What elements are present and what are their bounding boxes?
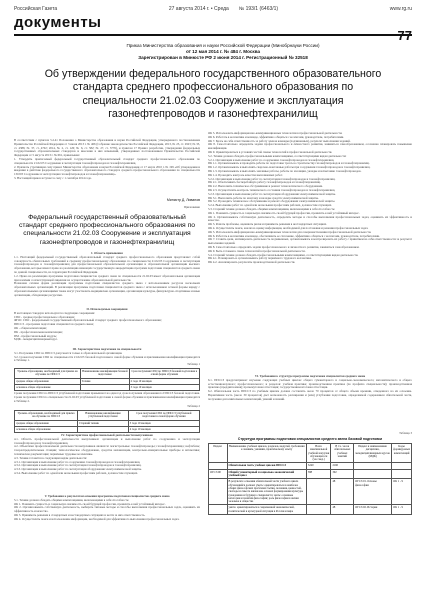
header-rule [14, 34, 412, 36]
table-header-row [15, 411, 200, 421]
table-row [209, 505, 412, 515]
order-line-3: Зарегистрирован в Минюсте РФ 2 июня 2014 г. Регистрационный № 32518 [138, 55, 308, 60]
preamble-paragraphs: В соответствии с пунктом 5.2.41 Положения о Министерстве образования и науки Российской Федерации, утвержденного постановлением Правительства Российской Федерации от 3 июня 2013 г. № 466 (Собрание законодательства Российской Федерации, 2013, № 23, ст. 2923; № 33, ст. 4386; № 37, ст. 4702; 2014, № 2, ст. 126; № 6, ст. 582; № 27, ст. 3776), и пунктом 17 Правил разработки, утверждения федеральных государственных образовательных стандартов и внесения в них изменений, утвержденных постановлением Правительства Российской Федерации от 5 августа 2013 г. № 661, приказываю: 1. Утвердить прилагаемый федеральный государственный образовательный стандарт среднего профессионального образования по специальности 21.02.03 Сооружение и эксплуатация газонефтепроводов и газонефтехранилищ. 2. Признать утратившим силу приказ Министерства образования и науки Российской Федерации от 17 марта 2010 г. № 199 «Об утверждении и введении в действие федерального государственного образовательного стандарта среднего профессионального образования по специальности 131003 Сооружение и эксплуатация газонефтепроводов и газонефтехранилищ». 3. Настоящий приказ вступает в силу с 1 сентября 2014 года. [14, 138, 200, 180]
section-3-heading: III. Характеристика подготовки по специальности [72, 347, 142, 351]
table-header-cell: Наименование квалификации углубленной подготовки [78, 411, 129, 421]
table-cell: ОГСЭ.02. История [354, 505, 392, 515]
table-row [209, 479, 412, 505]
section-4-block [14, 434, 200, 492]
table-cell: 3 года 10 месяцев [128, 420, 199, 426]
table-row [209, 469, 412, 479]
table-cell: среднее общее образование [15, 378, 81, 384]
table-2-label: Таблица 2 [187, 404, 200, 408]
table-header-row [15, 369, 200, 379]
minister-signature: Министр Д. Ливанов [166, 198, 200, 202]
table-1 [14, 368, 200, 391]
section-5-block [14, 495, 200, 593]
section-4-text: 4.1. Область профессиональной деятельности выпускников: организация и выполнение работ по сооружению и эксплуатации газонефтепроводов и газонефтехранилищ. 4.2. Объектами профессиональной деятельности выпускников являются: магистральные газонефтепроводы; газонефтехранилища; нефтебазы; газораспределительные станции; технологическое оборудование, средства механизации, контрольно-измерительные приборы и автоматика; техническая документация; первичные трудовые коллективы. 4.3. Техник готовится к следующим видам деятельности: 4.3.1. Организация и выполнение работ по сооружению газонефтепроводов и газонефтехранилищ. 4.3.2. Организация и выполнение работ по эксплуатации газонефтепроводов и газонефтехранилищ. 4.3.3. Организация и выполнение работ по эксплуатации оборудования электрохимической защиты. 4.3.4. Выполнение работ по одной или нескольким профессиям рабочих, должностям служащих. [14, 436, 200, 475]
table-cell: Общий гуманитарный и социально-экономический учебный цикл [227, 469, 306, 479]
competencies-text: ОК 5. Использовать информационно-коммуникационные технологии в профессиональной деятельности. ОК 6. Работать в коллективе и команде, эффективно общаться с коллегами, руководством, потребителями. ОК 7. Брать на себя ответственность за работу членов команды (подчиненных), результат выполнения заданий. ОК 8. Самостоятельно определять задачи профессионального и личностного развития, заниматься самообразованием, осознанно планировать повышение квалификации. ОК 9. Ориентироваться в условиях частой смены технологий в профессиональной деятельности. 5.2. Техник должен обладать профессиональными компетенциями, соответствующими видам деятельности: 5.2.1. Организация и выполнение работ по сооружению газонефтепроводов и газонефтехранилищ. ПК 1.1. Организовывать и проводить работы по подготовке трассы к строительству газонефтепроводов и газонефтехранилищ. ПК 1.2. Организовывать и выполнять сварочно-монтажные работы при сооружении газонефтепроводов и газонефтехранилищ. ПК 1.3. Организовывать и выполнять земляные работы, работы по изоляции, укладке и испытанию газонефтепроводов. ПК 1.4. Проводить контроль качества выполняемых работ. 5.2.2. Организация и выполнение работ по эксплуатации газонефтепроводов и газонефтехранилищ. ПК 2.1. Обеспечивать бесперебойную работу газонефтепроводов и газонефтехранилищ. ПК 2.2. Выполнять техническое обслуживание и ремонт технологического оборудования. ПК 2.3. Осуществлять контроль технического состояния газонефтепроводов и газонефтехранилищ. 5.2.3. Организация и выполнение работ по эксплуатации оборудования электрохимической защиты. ПК 3.1. Выполнять работы по монтажу и наладке средств электрохимической защиты. ПК 3.2. Проводить техническое обслуживание и ремонт оборудования электрохимической защиты. 5.2.4. Выполнение работ по одной или нескольким профессиям рабочих, должностям служащих. 5.3. Старший техник должен обладать общими компетенциями, включающими в себя способность: ОК 1. Понимать сущность и социальную значимость своей будущей профессии, проявлять к ней устойчивый интерес. ОК 2. Организовывать собственную деятельность, определять методы и способы выполнения профессиональных задач, оценивать их эффективность и качество. ОК 3. Решать проблемы, оценивать риски и принимать решения в нестандартных ситуациях. ОК 4. Осуществлять поиск, анализ и оценку информации, необходимой для постановки и решения профессиональных задач. ОК 5. Использовать информационно-коммуникационные технологии для совершенствования профессиональной деятельности. ОК 6. Работать в коллективе и команде, обеспечивать ее сплочение, эффективно общаться с коллегами, руководством, потребителями. ОК 7. Ставить цели, мотивировать деятельность подчиненных, организовывать и контролировать их работу с принятием на себя ответственности за результат выполнения заданий. ОК 8. Самостоятельно определять задачи профессионального и личностного развития, заниматься самообразованием. ОК 9. Быть готовым к смене технологий в профессиональной деятельности. 5.4. Старший техник должен обладать профессиональными компетенциями, соответствующими видам деятельности. ПК 4.1. Планировать и организовывать работу первичного трудового коллектива. ПК 4.2. Анализировать результаты производственной деятельности. [208, 131, 412, 265]
table-cell [209, 479, 228, 505]
table-header-cell: Срок получения СПО по ППССЗ углубленной подготовки в очной форме обучения [128, 411, 199, 421]
table-cell: 392 [331, 469, 354, 479]
section-3-block [14, 348, 200, 362]
table-cell: основное общее образование [15, 426, 78, 432]
order-line-1: Приказ Министерства образования и науки Российской Федерации (Минобрнауки России) [126, 43, 320, 48]
table-cell: ОГСЭ.01. Основы философии [354, 479, 392, 505]
table-row [15, 426, 200, 432]
table-cell: 3240 [306, 463, 331, 469]
section-5-text: 5.1. Техник должен обладать общими компетенциями, включающими в себя способность: ОК 1. Понимать сущность и социальную значимость своей будущей профессии, проявлять к ней устойчивый интерес. ОК 2. Организовывать собственную деятельность, выбирать типовые методы и способы выполнения профессиональных задач, оценивать их эффективность и качество. ОК 3. Принимать решения в стандартных и нестандартных ситуациях и нести за них ответственность. ОК 4. Осуществлять поиск и использование информации, необходимой для эффективного выполнения профессиональных задач. [14, 497, 200, 521]
table-cell: Техник [80, 378, 129, 384]
right-column-text [208, 132, 412, 372]
table-cell: среднее общее образование [15, 420, 78, 426]
table-header-cell: Срок получения СПО по ППССЗ базовой подготовки в очной форме обучения [129, 369, 199, 379]
table-header-cell: Наименование учебных циклов, разделов, модулей, требования к знаниям, умениям, практическому опыту [227, 444, 306, 463]
table-1-label: Таблица 1 [187, 362, 200, 366]
table-cell: уметь: ориентироваться в современной экономической, политической и культурной ситуации в России и мире [227, 505, 306, 515]
table-3-wrapper [208, 443, 412, 593]
issue-date: 27 августа 2014 г. • Среда [168, 6, 229, 12]
table-row [15, 384, 200, 390]
preamble-text [14, 139, 200, 195]
appendix-label: Приложение [183, 205, 200, 209]
table-cell: 48 [331, 479, 354, 505]
order-header [80, 43, 366, 61]
table-cell: ОГСЭ.00 [209, 469, 228, 479]
newspaper-name: Российская Газета [14, 6, 58, 12]
table-header-cell: Индекс и наименование дисциплин, междисциплинарных курсов (МДК) [354, 444, 392, 463]
table-cell [354, 469, 392, 479]
table-cell: 588 [306, 469, 331, 479]
table-cell: 3 года 10 месяцев [129, 384, 199, 390]
table-header-cell: Всего максимальной учебной нагрузки обучающегося (час./нед.) [308, 445, 330, 462]
table-cell: Обязательная часть учебных циклов ППССЗ [227, 463, 306, 469]
table-2 [14, 410, 200, 433]
table-cell [306, 505, 331, 515]
table-header-cell: Уровень образования, необходимый для приема на обучение по ППССЗ [15, 411, 78, 421]
table-cell [209, 505, 228, 515]
table-3-title: Структура программы подготовки специалистов среднего звена базовой подготовки [237, 437, 383, 441]
section-title: документы [14, 14, 102, 31]
order-line-2: от 12 мая 2014 г. № 484 г. Москва [185, 49, 261, 54]
site-url: www.rg.ru [389, 6, 412, 12]
section-2-heading: II. Используемые сокращения [86, 307, 128, 311]
section-6-text: 6.1. ППССЗ предусматривает изучение следующих учебных циклов: общего гуманитарного и социально-экономического; математического и общего естественнонаучного; профессионального; и разделов: учебная практика; производственная практика (по профилю специальности); производственная практика (преддипломная); промежуточная аттестация; государственная итоговая аттестация. 6.2. Обязательная часть ППССЗ по учебным циклам должна составлять около 70 процентов от общего объема времени, отведенного на их освоение. Вариативная часть (около 30 процентов) дает возможность расширения и (или) углубления подготовки, определяемой содержанием обязательной части, получения дополнительных компетенций, умений и знаний. [208, 377, 412, 401]
table-cell: основное общее образование [15, 384, 81, 390]
section-6-heading: VI. Требования к структуре программы подготовки специалистов среднего звена [254, 374, 366, 378]
page-header [14, 5, 412, 13]
section-2-text: В настоящем стандарте используются следующие сокращения: СПО - среднее профессиональное образование; ФГОС СПО - федеральный государственный образовательный стандарт среднего профессионального образования; ППССЗ - программа подготовки специалистов среднего звена; ОК - общая компетенция; ПК - профессиональная компетенция; ПМ - профессиональный модуль; МДК - междисциплинарный курс. [14, 310, 162, 342]
table-3-label: Таблица 3 [399, 431, 412, 435]
table-3 [208, 443, 412, 515]
table-cell: 2160 [331, 463, 354, 469]
issue-number: № 193/1 (6463/1) [238, 6, 279, 12]
table-cell: ОК 1 - 9 [392, 479, 412, 505]
section-6-block [208, 375, 412, 431]
section-1-heading: I. Область применения [91, 251, 123, 255]
table-header-cell: Уровень образования, необходимый для приема на обучение по ППССЗ [15, 369, 81, 379]
table-cell: Старший техник [78, 420, 129, 426]
section-2-block [14, 308, 200, 346]
standard-title: Федеральный государственный образовательный стандарт среднего профессионального образования по специальности 21.02.03 Сооружение и эксплуатация газонефтепроводов и газонефтехранилищ [18, 214, 196, 246]
table-cell: ОК 1 - 9 [392, 505, 412, 515]
section-3-text-2: Сроки получения СПО по ППССЗ углубленной подготовки превышают на один год срок получения образования по ППССЗ базовой подготовки. Сроки получения СПО по специальности 21.02.03 углубленной подготовки в очной форме обучения и присваиваемая квалификация приводятся в Таблице 2. [14, 391, 200, 403]
section-1-block [14, 252, 200, 306]
section-5-heading: V. Требования к результатам освоения программы подготовки специалистов среднего звена [44, 494, 170, 498]
table-cell: 48 [331, 505, 354, 515]
table-header-cell: Коды формируемых компетенций [392, 444, 412, 463]
table-cell [392, 469, 412, 479]
table-header-cell: Наименование квалификации базовой подготовки [82, 370, 128, 377]
table-header-row [209, 444, 412, 463]
table-cell: 4 года 10 месяцев [128, 426, 199, 432]
table-cell [306, 479, 331, 505]
table-cell [80, 384, 129, 390]
section-1-text: 1.1. Настоящий федеральный государственный образовательный стандарт среднего профессионального образования представляет собой совокупность обязательных требований к среднему профессиональному образованию по специальности 21.02.03 Сооружение и эксплуатация газонефтепроводов и газонефтехранилищ для профессиональной образовательной организации и образовательной организации высшего образования, которые имеют право на реализацию имеющих государственную аккредитацию программ подготовки специалистов среднего звена по данной специальности, на территории Российской Федерации. 1.2. Право на реализацию программы подготовки специалистов среднего звена по специальности 21.02.03 имеет образовательная организация при наличии соответствующей лицензии на осуществление образовательной деятельности. Возможна сетевая форма реализации программы подготовки специалистов среднего звена с использованием ресурсов нескольких образовательных организаций. В реализации программы подготовки специалистов среднего звена с использованием сетевой формы наряду с образовательными организациями также могут участвовать медицинские организации, организации культуры, физкультурно-спортивные и иные организации, обладающие ресурсами. [14, 254, 200, 297]
table-cell: В результате освоения обязательной части учебного цикла обучающийся должен: уметь: ориентироваться в наиболее общих философских проблемах бытия, познания, ценностей, свободы и смысла жизни как основах формирования культуры гражданина и будущего специалиста; знать: основные категории и понятия философии; роль философии в жизни человека и общества [227, 479, 306, 505]
section-3-text: 3.1. Получение СПО по ППССЗ допускается только в образовательной организации. 3.2. Сроки получения СПО по специальности 21.02.03 базовой подготовки в очной форме обучения и присваиваемая квалификация приводятся в Таблице 1. [14, 350, 200, 363]
table-header-cell: Индекс [209, 444, 228, 463]
main-title: Об утверждении федерального государственного образовательного стандарта среднего профессионального образования по специальности 21.02.03 Сооружение и эксплуатация газонефтепроводов и газонефтехранилищ [44, 68, 382, 121]
table-cell [78, 426, 129, 432]
table-header-cell: В т.ч. часов обязательных учебных занятий [331, 444, 354, 463]
section-4-heading: IV. Характеристика профессиональной деятельности выпускников [61, 433, 153, 437]
table-cell: 2 года 10 месяцев [129, 378, 199, 384]
